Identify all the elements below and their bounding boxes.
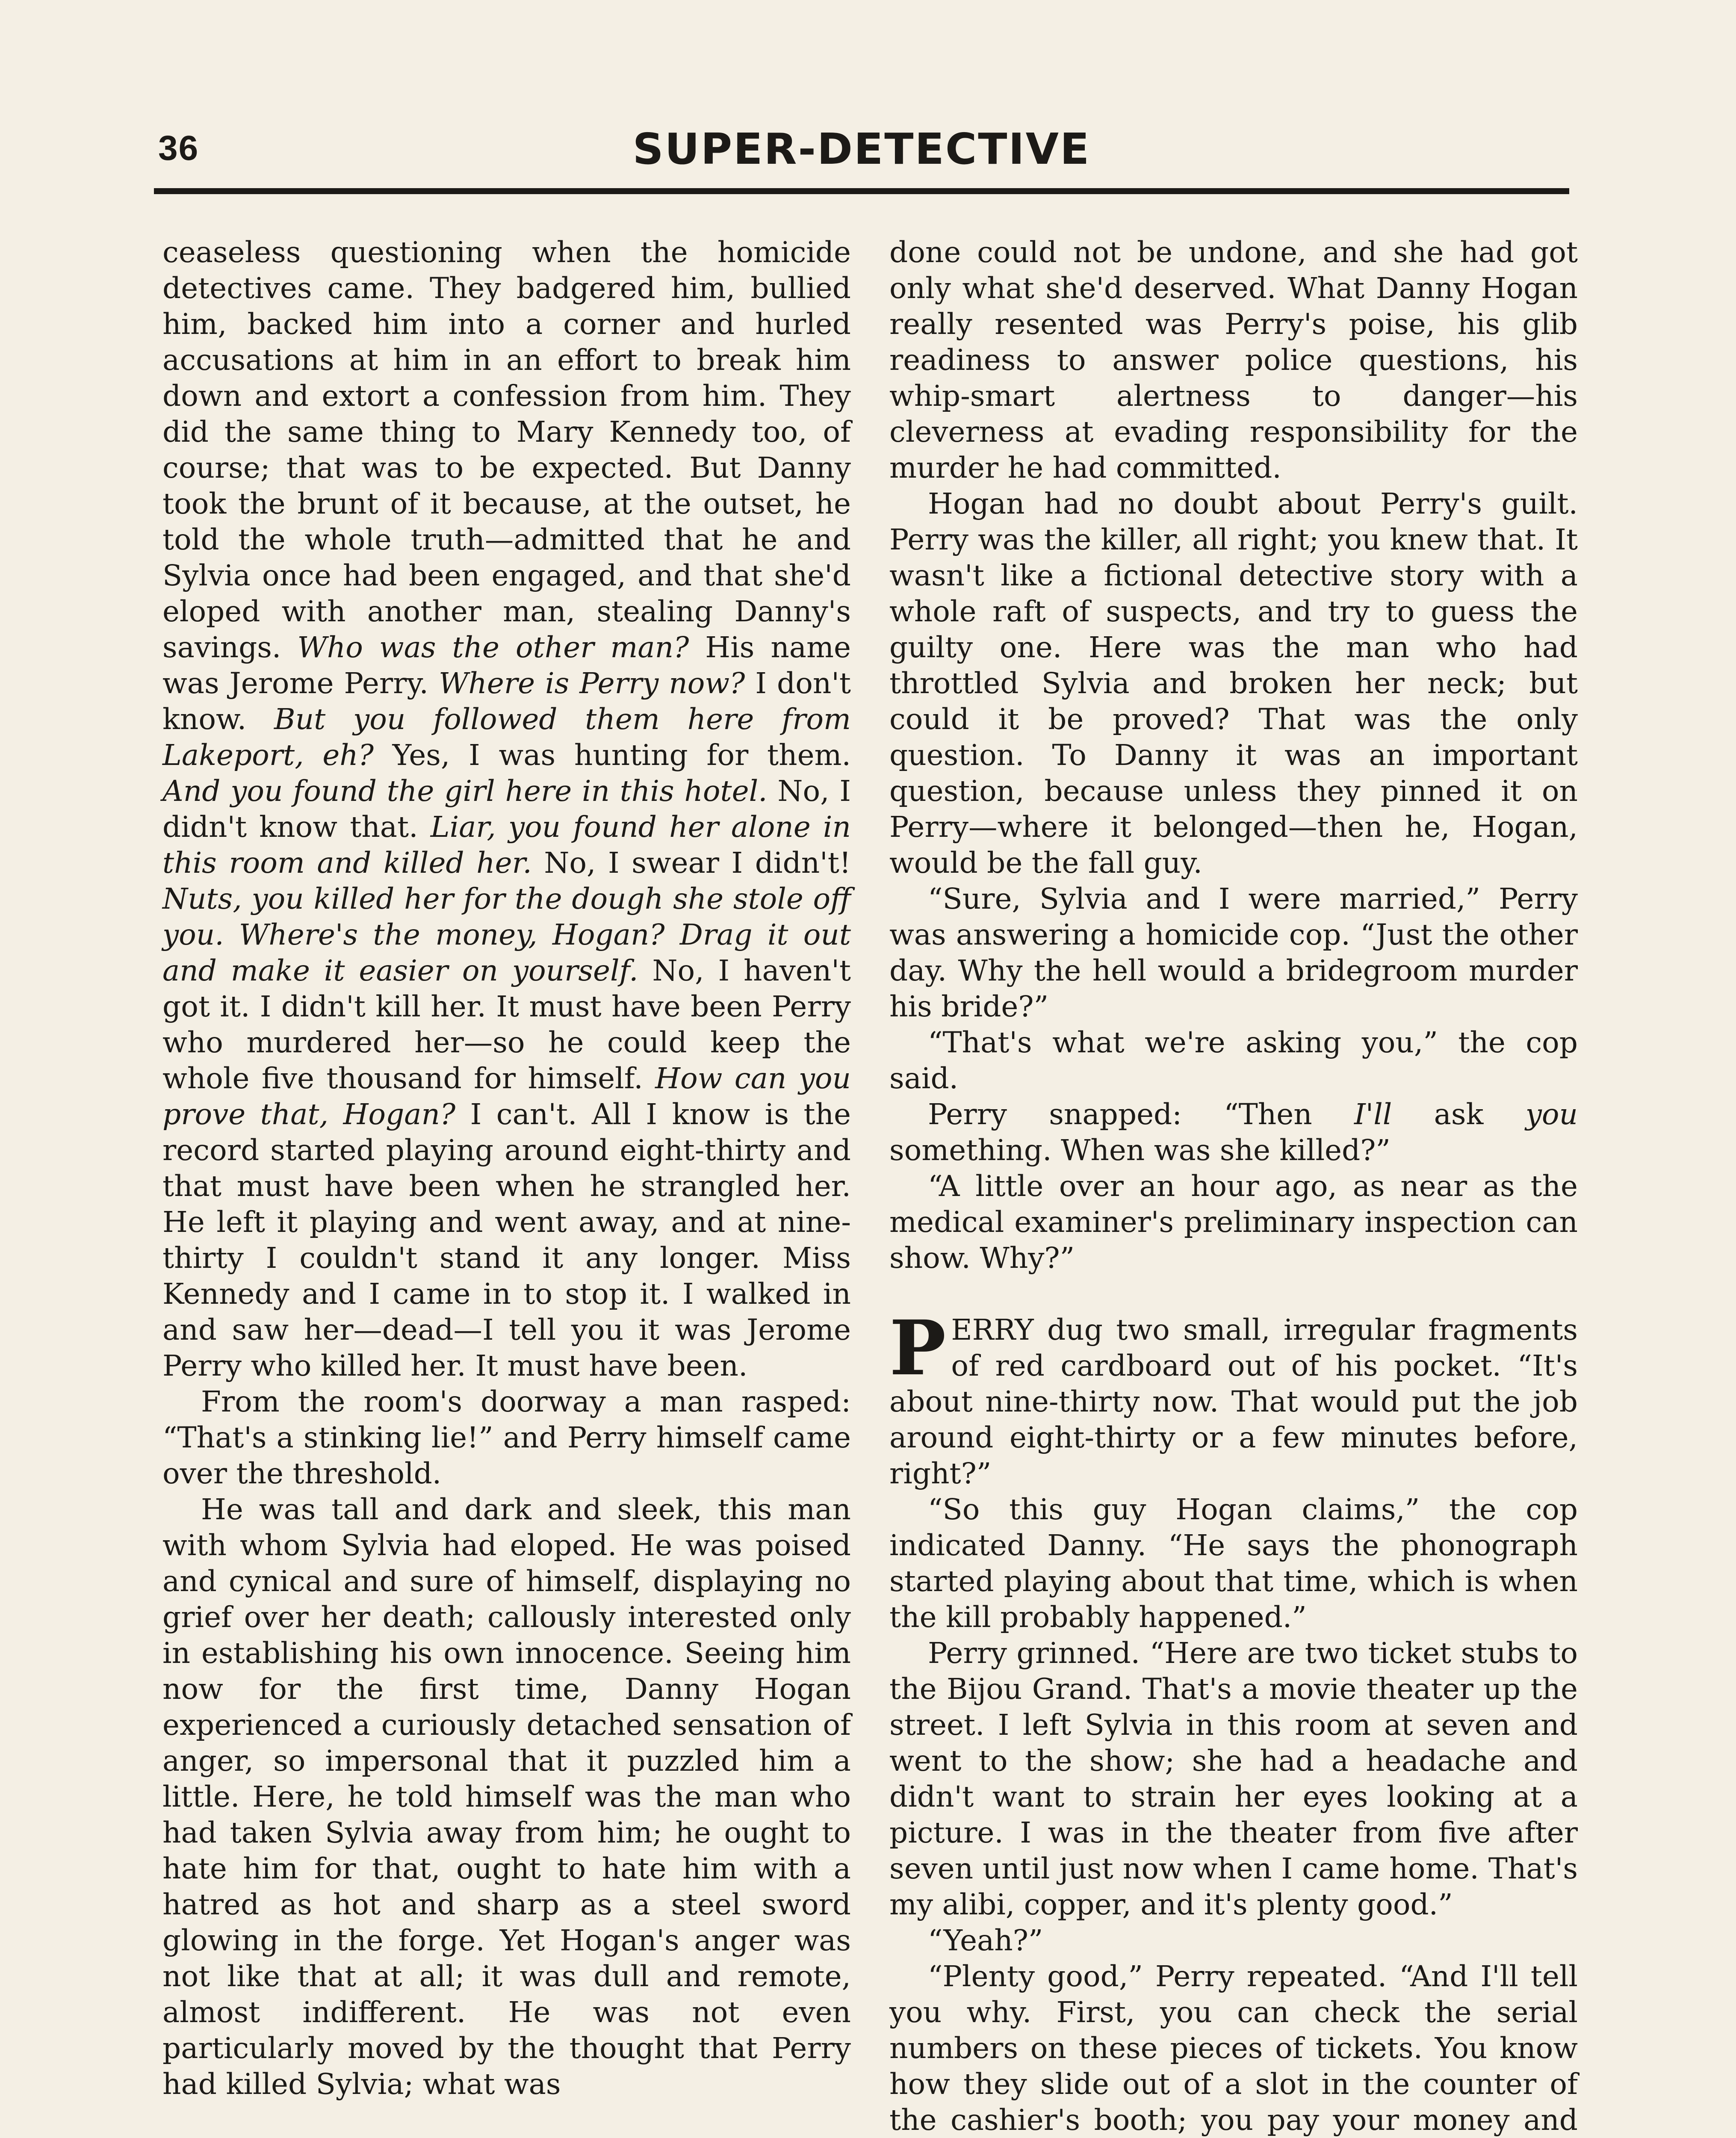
- text-run: “So this guy Hogan claims,” the cop indicated Danny. “He says the phonograph started playing about that time, which is when the kill probably happened.”: [889, 1492, 1578, 1634]
- text-run: Yes, I was hunting for them.: [373, 738, 851, 772]
- header-rule: [154, 188, 1569, 194]
- italic-text: But you followed them here from Lakeport, eh?: [162, 702, 851, 772]
- text-run: ask: [1392, 1097, 1526, 1131]
- text-run: No, I swear I didn't!: [531, 846, 851, 880]
- italic-text: Who was the other man?: [297, 630, 689, 664]
- page-number: 36: [158, 129, 199, 168]
- paragraph: [162, 1491, 851, 2102]
- italic-text: you: [1525, 1097, 1578, 1131]
- running-header: [154, 124, 1569, 192]
- text-run: Perry grinned. “Here are two ticket stubs to the Bijou Grand. That's a movie theater up the street. I left Sylvia in this room at seven and went to the show; she had a headache and didn't want to strain her eyes looking at a picture. I was in the theater from five after seven until just now when I came home. That's my alibi, copper, and it's plenty good.”: [889, 1636, 1578, 1921]
- italic-text: Liar, you found her alone in this room and killed her.: [162, 810, 851, 880]
- text-run: “Yeah?”: [928, 1923, 1043, 1957]
- text-run: No, I didn't know that.: [162, 774, 851, 844]
- italic-text: And you found the girl here in this hotel.: [162, 774, 768, 808]
- drop-cap: P: [889, 1304, 946, 1392]
- paragraph: [889, 1025, 1578, 1096]
- right-column: [889, 234, 1578, 2138]
- paragraph: [889, 1491, 1578, 1635]
- italic-text: Nuts, you killed her for the dough she stole off you. Where's the money, Hogan? Drag it out and make it easier on yourself.: [162, 882, 851, 987]
- text-run: His name was Jerome Perry.: [162, 630, 851, 700]
- text-run: “A little over an hour ago, as near as the medical examiner's preliminary inspection can show. Why?”: [889, 1169, 1578, 1275]
- paragraph: [889, 1304, 1578, 1491]
- paragraph: [889, 1096, 1578, 1168]
- text-run: “Sure, Sylvia and I were married,” Perry was answering a homicide cop. “Just the other day. Why the hell would a bridegroom murder his bride?”: [889, 882, 1578, 1023]
- text-run: done could not be undone, and she had got only what she'd deserved. What Danny Hogan really resented was Perry's poise, his glib readiness to answer police questions, his whip-smart alertness to danger—his cleverness at evading responsibility for the murder he had committed.: [889, 235, 1578, 484]
- text-run: “That's what we're asking you,” the cop said.: [889, 1025, 1578, 1095]
- text-run: Hogan had no doubt about Perry's guilt. Perry was the killer, all right; you knew that. It wasn't like a fictional detective story with a whole raft of suspects, and try to guess the guilty one. Here was the man who had throttled Sylvia and broken her neck; but could it be proved? That was the only question. To Danny it was an important question, because unless they pinned it on Perry—where it belonged—then he, Hogan, would be the fall guy.: [889, 487, 1578, 880]
- text-run: something. When was she killed?”: [889, 1133, 1391, 1167]
- text-run: Perry snapped: “Then: [928, 1097, 1354, 1131]
- text-run: I don't know.: [162, 666, 851, 736]
- paragraph: [162, 234, 851, 1384]
- paragraph: [889, 881, 1578, 1025]
- paragraph: [889, 1922, 1578, 1958]
- left-column: [162, 234, 851, 2102]
- italic-text: I'll: [1354, 1097, 1392, 1131]
- text-run: ceaseless questioning when the homicide detectives came. They badgered him, bullied him, backed him into a corner and hurled accusations at him in an effort to break him down and extort a confession from him. They did the same thing to Mary Kennedy too, of course; that was to be expected. But Danny took the brunt of it because, at the outset, he told the whole truth—admitted that he and Sylvia once had been engaged, and that she'd eloped with another man, stealing Danny's savings.: [162, 235, 851, 664]
- text-run: I can't. All I know is the record started playing around eight-thirty and that must have been when he strangled her. He left it playing and went away, and at nine-thirty I couldn't stand it any longer. Miss Kennedy and I came in to stop it. I walked in and saw her—dead—I tell you it was Jerome Perry who killed her. It must have been.: [162, 1097, 851, 1382]
- italic-text: Where is Perry now?: [439, 666, 745, 700]
- paragraph: [889, 234, 1578, 486]
- text-run: “Plenty good,” Perry repeated. “And I'll tell you why. First, you can check the serial numbers on these pieces of tickets. You know how they slide out of a slot in the counter of the cashier's booth; you pay your money and: [889, 1959, 1578, 2137]
- paragraph: [889, 1958, 1578, 2138]
- paragraph: [162, 1384, 851, 1491]
- running-title: SUPER-DETECTIVE: [632, 124, 1091, 174]
- paragraph: [889, 486, 1578, 881]
- paragraph: [889, 1635, 1578, 1922]
- paragraph: [889, 1168, 1578, 1276]
- text-run: No, I haven't got it. I didn't kill her. It must have been Perry who murdered her—so he could keep the whole five thousand for himself.: [162, 954, 851, 1095]
- italic-text: How can you prove that, Hogan?: [162, 1061, 851, 1131]
- text-run: He was tall and dark and sleek, this man with whom Sylvia had eloped. He was poised and cynical and sure of himself, displaying no grief over her death; callously interested only in establishing his own innocence. Seeing him now for the first time, Danny Hogan experienced a curiously detached sensation of anger, so impersonal that it puzzled him a little. Here, he told himself was the man who had taken Sylvia away from him; he ought to hate him for that, ought to hate him with a hatred as hot and sharp as a steel sword glowing in the forge. Yet Hogan's anger was not like that at all; it was dull and remote, almost indifferent. He was not even particularly moved by the thought that Perry had killed Sylvia; what was: [162, 1492, 851, 2101]
- text-run: From the room's doorway a man rasped: “That's a stinking lie!” and Perry himself came over the threshold.: [162, 1385, 851, 1490]
- text-run: ERRY dug two small, irregular fragments of red cardboard out of his pocket. “It's about nine-thirty now. That would put the job around eight-thirty or a few minutes before, right?”: [889, 1313, 1578, 1490]
